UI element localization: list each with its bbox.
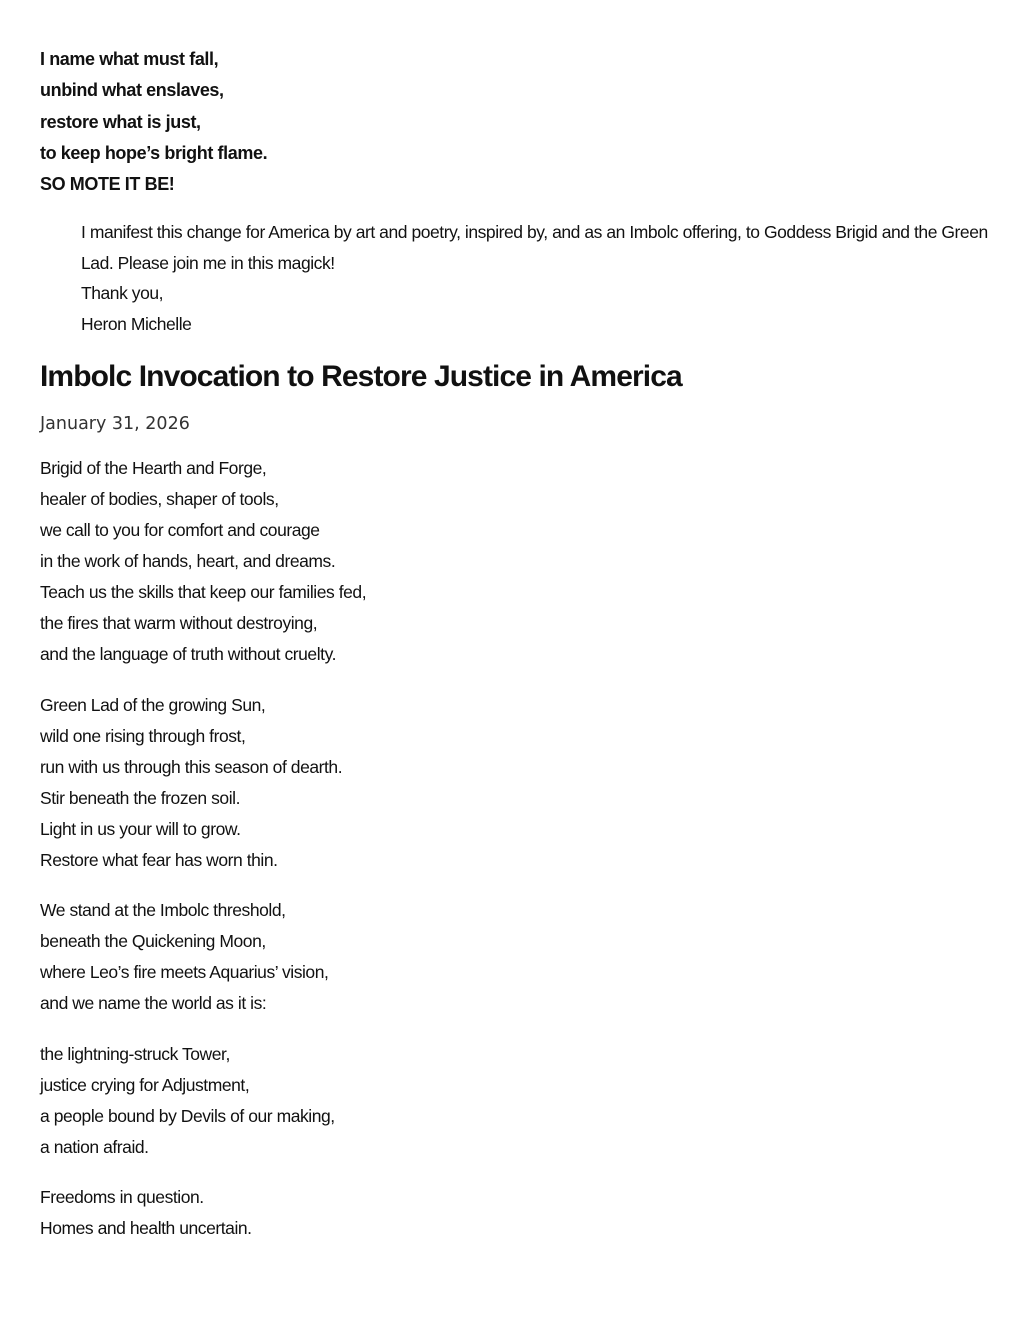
poem-line: healer of bodies, shaper of tools, [40, 489, 279, 510]
closing-incantation [40, 44, 1000, 200]
incantation-line: to keep hope’s bright flame. [40, 142, 268, 163]
poem-stanza [40, 1182, 1000, 1244]
poem-line: a nation afraid. [40, 1136, 149, 1157]
poem-line: We stand at the Imbolc threshold, [40, 900, 286, 921]
incantation-line: SO MOTE IT BE! [40, 174, 175, 195]
author-note-blockquote [81, 217, 1000, 339]
article-content [40, 44, 1000, 1264]
poem-line: Teach us the skills that keep our families fed, [40, 582, 367, 603]
poem-line: run with us through this season of dearth. [40, 756, 343, 777]
poem-line: justice crying for Adjustment, [40, 1074, 250, 1095]
poem-line: wild one rising through frost, [40, 725, 246, 746]
poem-line: Light in us your will to grow. [40, 818, 241, 839]
poem-line: where Leo’s fire meets Aquarius’ vision, [40, 962, 329, 983]
incantation-line: unbind what enslaves, [40, 80, 224, 101]
poem-line: Restore what fear has worn thin. [40, 849, 278, 870]
poem-body [40, 453, 1000, 1244]
poem-line: Freedoms in question. [40, 1187, 204, 1208]
poem-line: Green Lad of the growing Sun, [40, 694, 266, 715]
poem-line: beneath the Quickening Moon, [40, 931, 266, 952]
poem-line: Homes and health uncertain. [40, 1218, 252, 1239]
poem-line: the fires that warm without destroying, [40, 613, 318, 634]
poem-stanza [40, 690, 1000, 876]
author-note-thanks: Thank you, [81, 283, 164, 304]
author-note-text: I manifest this change for America by art and poetry, inspired by, and as an Imbolc offering, to Goddess Brigid and the Green Lad. Please join me in this magick! [81, 222, 988, 273]
poem-line: and we name the world as it is: [40, 993, 267, 1014]
poem-stanza [40, 895, 1000, 1019]
poem-line: and the language of truth without cruelty. [40, 644, 336, 665]
poem-stanza [40, 1039, 1000, 1163]
poem-line: we call to you for comfort and courage [40, 520, 320, 541]
incantation-line: restore what is just, [40, 111, 201, 132]
post-title[interactable]: Imbolc Invocation to Restore Justice in America [40, 360, 682, 394]
poem-line: Stir beneath the frozen soil. [40, 787, 240, 808]
poem-line: Brigid of the Hearth and Forge, [40, 458, 267, 479]
incantation-line: I name what must fall, [40, 49, 219, 69]
author-signature: Heron Michelle [81, 313, 192, 334]
post-date: January 31, 2026 [40, 414, 190, 435]
poem-stanza [40, 453, 1000, 670]
poem-line: a people bound by Devils of our making, [40, 1105, 335, 1126]
poem-line: the lightning-struck Tower, [40, 1043, 230, 1064]
poem-line: in the work of hands, heart, and dreams. [40, 551, 336, 572]
